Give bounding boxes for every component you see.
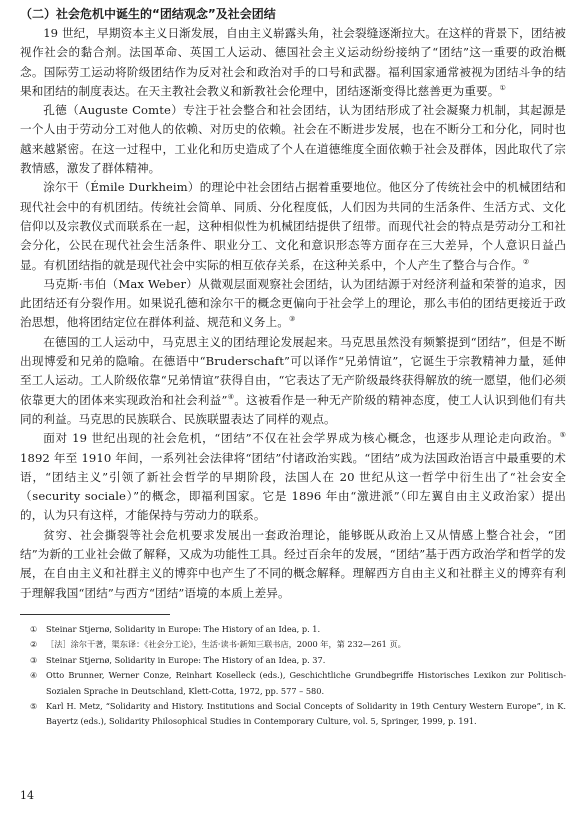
- paragraph-text-continued: 1892 年至 1910 年间，一系列社会法律将“团结”付诸政治实践。“团结”成为法国政治语言中最重要的术语，“团结主义”引领了新社会哲学的早期阶段，法国人在 20 世纪从这一哲学中衍生出了“社会安全（security sociale）”的概念，即福利国家。它是 1896 年由“激进派”（印左翼自由主义政治家）提出的，认为只有这样，才能保持与劳动力的联系。: [20, 450, 566, 523]
- footnote-text: Steinar Stjernø, Solidarity in Europe: The History of an Idea, p. 1.: [46, 623, 321, 634]
- paragraph-text: 在德国的工人运动中，马克思主义的团结理论发展起来。马克思虽然没有频繁提到“团结”，但是不断出现博爱和兄弟的隐喻。在德语中“Bruderschaft”可以译作“兄弟情谊”，它诞生于宗教精神力量，延伸至工人运动。工人阶级依靠“兄弟情谊”获得自由，“它表达了无产阶级最终获得解放的统一愿望，他们必须依靠更大的团体来实现政治和社会利益”: [20, 334, 566, 407]
- paragraph-text: 孔德（Auguste Comte）专注于社会整合和社会团结，认为团结形成了社会凝聚力机制，其起源是一个人由于劳动分工对他人的依赖、对历史的依赖。社会在不断进步发展，也在不断分工和分化，同时也越来越紧密。在这一过程中，工业化和历史造成了个人在道德维度全面依赖于社会及群体，因此取代了宗教情感，激发了群体精神。: [20, 103, 566, 176]
- paragraph-text: 马克斯·韦伯（Max Weber）从微观层面观察社会团结，认为团结源于对经济利益和荣誉的追求，因此团结还有分裂作用。如果说孔德和涂尔干的概念更偏向于社会学上的理论，那么韦伯的团结更接近于政治思想，他将团结定位在群体利益、规范和义务上。: [20, 276, 566, 330]
- paragraph-text: 贫穷、社会撕裂等社会危机要求发展出一套政治理论，能够既从政治上又从情感上整合社会，“团结”为新的工业社会做了解释，又成为功能性工具。经过百余年的发展，“团结”基于西方政治学和哲学的发展，在自由主义和社群主义的博弈中也产生了不同的概念解释。理解西方自由主义和社群主义的博弈有利于理解我国“团结”与西方“团结”语境的本质上差异。: [20, 527, 566, 600]
- footnote-ref[interactable]: ④: [227, 392, 235, 401]
- paragraph-6: [20, 429, 566, 525]
- paragraph-2: [20, 101, 566, 178]
- footnote-number: ②: [30, 639, 38, 650]
- footnote-number: ③: [30, 654, 38, 665]
- footnote-5: [20, 699, 566, 730]
- section-heading: （二）社会危机中诞生的“团结观念”及社会团结: [20, 7, 276, 21]
- footnote-divider: [20, 614, 170, 615]
- paragraph-4: [20, 275, 566, 333]
- page-number: 14: [20, 789, 34, 802]
- paragraph-text: 涂尔干（Émile Durkheim）的理论中社会团结占据着重要地位。他区分了传统社会中的机械团结和现代社会中的有机团结。传统社会简单、同质、分化程度低，人们因为共同的生活条件、生活方式、文化信仰以及宗教仪式而联系在一起，这种相似性为机械团结提供了纽带。而现代社会的特点是劳动分工和社会分化，公民在现代社会生活条件、职业分工、文化和意识形态等方面存在三大差异，个人意识日益凸显。有机团结指的就是现代社会中实际的相互依存关系，在这种关系中，个人产生了整合与合作。: [20, 180, 566, 272]
- paragraph-text: 19 世纪，早期资本主义日渐发展，自由主义崭露头角，社会裂缝逐渐拉大。在这样的背景下，团结被视作社会的黏合剂。法国革命、英国工人运动、德国社会主义运动纷纷接纳了“团结”这一重要的政治概念。国际劳工运动将阶级团结作为反对社会和政治对手的口号和武器。福利国家通常被视为团结斗争的结果和团结的制度表达。在天主教社会教义和新教社会伦理中，团结逐渐变得比慈善更为重要。: [20, 26, 566, 98]
- footnote-ref[interactable]: ②: [522, 257, 530, 266]
- footnote-2: [20, 637, 566, 652]
- footnote-text: Karl H. Metz, “Solidarity and History. Institutions and Social Concepts of Solidarity in 19th Century Western Europe”, in K. Bayertz (eds.), Solidarity Philosophical Studies in Contemporary Culture, vol. 5, Springer, 1999, p. 191.: [46, 700, 566, 727]
- paragraph-text-continued: 。这被看作是一种无产阶级的精神态度，使工人认识到他们有共同的利益。马克思的民族联合、民族联盟表达了同样的观点。: [20, 392, 566, 426]
- footnote-number: ①: [30, 623, 38, 634]
- footnote-1: [20, 622, 566, 637]
- footnote-text: ［法］涂尔干著，渠东译：《社会分工论》，生活·读书·新知三联书店，2000 年，第 232—261 页。: [46, 639, 406, 650]
- paragraph-7: [20, 526, 566, 603]
- footnote-4: [20, 668, 566, 699]
- footnote-ref[interactable]: ③: [288, 315, 296, 324]
- footnote-number: ⑤: [30, 700, 38, 711]
- paragraph-5: [20, 333, 566, 429]
- footnote-ref[interactable]: ⑤: [559, 431, 566, 440]
- footnote-number: ④: [30, 670, 38, 681]
- paragraph-1: [20, 24, 566, 101]
- footnote-ref[interactable]: ①: [499, 84, 506, 93]
- footnote-3: [20, 653, 566, 668]
- paragraph-text: 面对 19 世纪出现的社会危机，“团结”不仅在社会学界成为核心概念，也逐步从理论走向政治。: [43, 431, 560, 446]
- paragraph-3: [20, 178, 566, 274]
- footnote-text: Steinar Stjernø, Solidarity in Europe: The History of an Idea, p. 37.: [46, 654, 326, 665]
- footnote-text: Otto Brunner, Werner Conze, Reinhart Koselleck (eds.), Geschichtliche Grundbegriffe Historisches Lexikon zur Politisch-Sozialen Sprache in Deutschland, Klett-Cotta, 1972, pp. 577 – 580.: [46, 670, 566, 696]
